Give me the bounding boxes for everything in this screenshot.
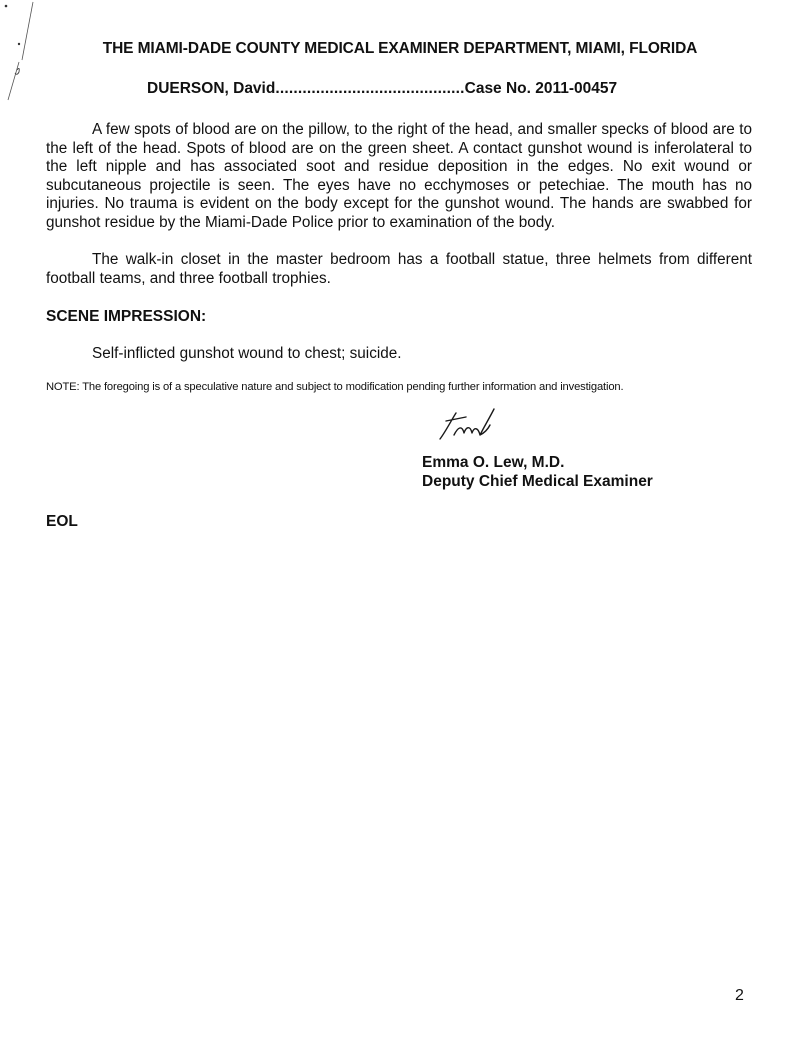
decedent-name: DUERSON, David	[147, 80, 276, 97]
scene-impression-heading: SCENE IMPRESSION:	[46, 308, 207, 325]
signatory-title: Deputy Chief Medical Examiner	[422, 473, 653, 490]
department-header: THE MIAMI-DADE COUNTY MEDICAL EXAMINER DEPARTMENT, MIAMI, FLORIDA	[102, 40, 698, 57]
signatory-name: Emma O. Lew, M.D.	[422, 454, 565, 471]
dot-leader: ..........................................	[275, 80, 465, 97]
scene-impression-text: Self-inflicted gunshot wound to chest; suicide.	[92, 345, 402, 362]
body-paragraph-2: The walk-in closet in the master bedroom has a football statue, three helmets from different football teams, and three football trophies.	[46, 251, 752, 287]
page-number: 2	[735, 987, 744, 1004]
case-number: Case No. 2011-00457	[464, 80, 618, 97]
case-line	[147, 80, 617, 98]
author-initials: EOL	[46, 513, 78, 530]
handwritten-signature	[432, 405, 512, 445]
body-paragraph-1: A few spots of blood are on the pillow, to the right of the head, and smaller specks of blood are to the left of the head. Spots of blood are on the green sheet. A contact gunshot wound is inferolateral to the left nipple and has associated soot and residue deposition in the edges. No exit wound or subcutaneous projectile is seen. The eyes have no ecchymoses or petechiae. The mouth has no injuries. No trauma is evident on the body except for the gunshot wound. The hands are swabbed for gunshot residue by the Miami-Dade Police prior to examination of the body.	[46, 121, 752, 231]
disclaimer-note: NOTE: The foregoing is of a speculative nature and subject to modification pending further information and investigation.	[46, 381, 624, 393]
